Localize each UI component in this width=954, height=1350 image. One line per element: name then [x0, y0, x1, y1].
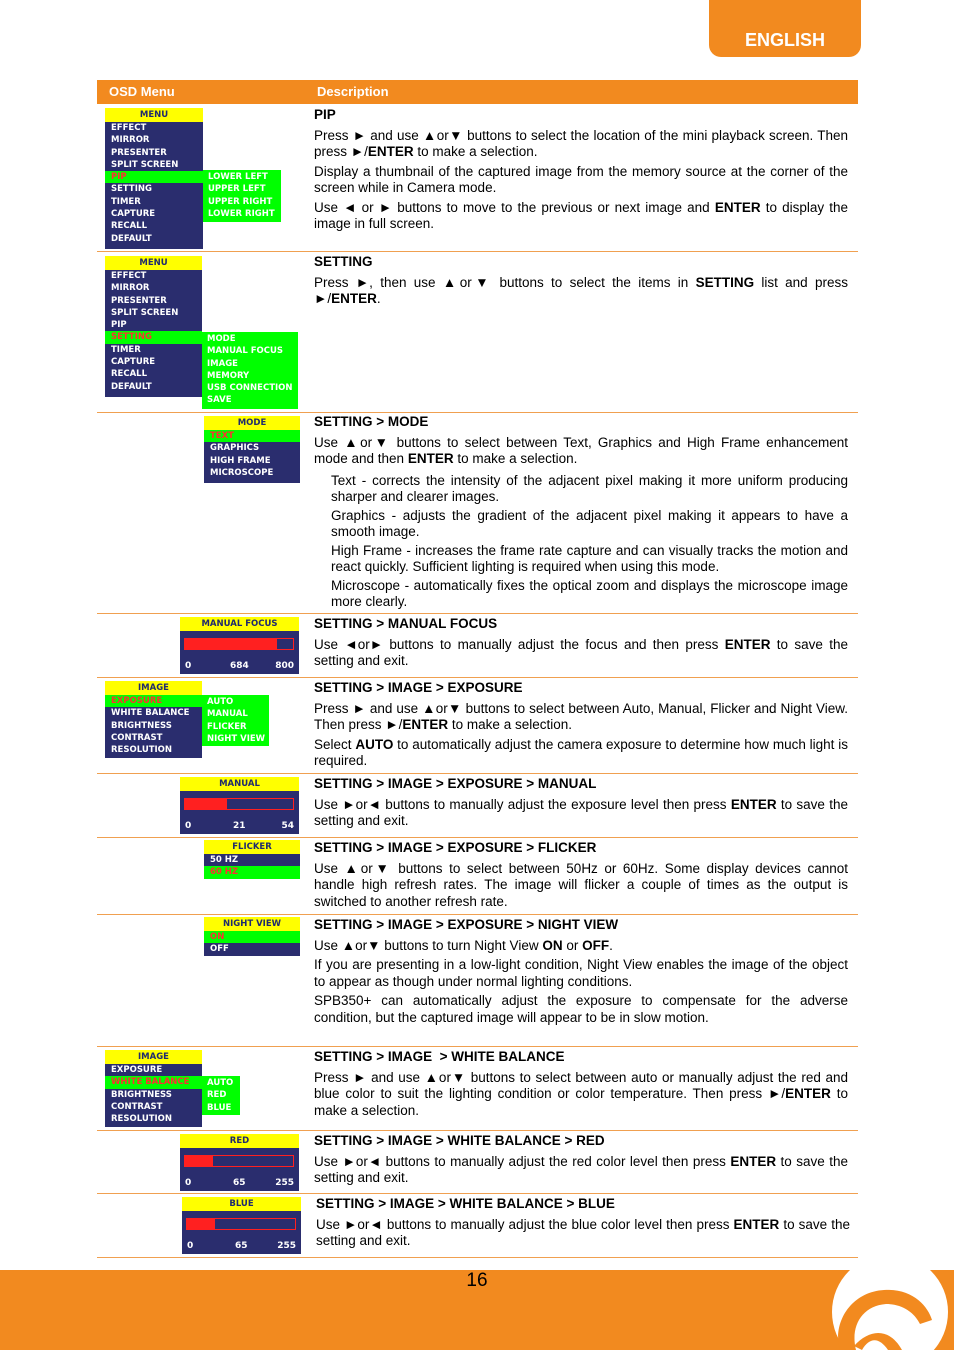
row-exposure-manual — [97, 774, 858, 838]
osd-caption: IMAGE — [105, 1050, 202, 1064]
section-title: SETTING > IMAGE > EXPOSURE > MANUAL — [314, 776, 597, 791]
slider-min: 0 — [185, 1178, 192, 1188]
description-wb-blue — [316, 1196, 850, 1253]
paragraph: If you are presenting in a low-light condition, Night View enables the image of the object to appear as though under normal lighting conditions. — [314, 957, 848, 989]
slider-body — [180, 1148, 299, 1191]
paragraph: Use ◄or► buttons to manually adjust the focus and then press ENTER to save the setting and exit. — [314, 636, 848, 668]
paragraph: Use ◄ or ► buttons to move to the previous or next image and ENTER to display the image in full screen. — [314, 199, 848, 231]
slider-fill — [185, 639, 277, 649]
section-title: SETTING > MODE — [314, 414, 429, 429]
osd-item: PIP — [111, 320, 127, 331]
description-mode — [314, 414, 848, 613]
osd-item: EXPOSURE — [111, 1065, 163, 1075]
paragraph: Display a thumbnail of the captured image from the memory source at the corner of the screen while in Camera mode. — [314, 163, 848, 195]
osd-item: MIRROR — [111, 283, 150, 294]
osd-caption: MENU — [105, 256, 202, 270]
osd-item: SPLIT SCREEN — [111, 307, 179, 318]
osd-item-selected: EXPOSURE — [105, 695, 202, 707]
osd-item: BRIGHTNESS — [111, 720, 172, 731]
page-number: 16 — [466, 1270, 488, 1291]
osd-menu-header: OSD Menu — [109, 84, 175, 99]
section-title: SETTING > MANUAL FOCUS — [314, 616, 498, 631]
slider-value: 65 — [233, 1178, 246, 1188]
slider-caption: MANUAL FOCUS — [180, 617, 299, 631]
description-exposure-manual — [314, 776, 848, 833]
osd-item: BRIGHTNESS — [111, 1089, 172, 1100]
section-title: PIP — [314, 107, 336, 122]
osd-sub-item: SAVE — [207, 395, 232, 406]
slider-track — [184, 1155, 294, 1167]
description-flicker — [314, 840, 848, 913]
slider-fill — [185, 1156, 213, 1166]
osd-item: WHITE BALANCE — [111, 708, 190, 719]
description-exposure — [314, 680, 848, 773]
mode-microscope-description: Microscope - automatically fixes the optical zoom and displays the microscope image more clearly. — [331, 577, 848, 609]
osd-main-menu — [105, 108, 203, 249]
osd-item-selected: 60 HZ — [204, 866, 300, 878]
description-pip — [314, 107, 848, 236]
slider-fill — [187, 1219, 215, 1229]
manual-exposure-slider — [180, 777, 299, 834]
paragraph: SPB350+ can automatically adjust the exposure to compensate for the adverse condition, but the captured image will appear to be in slow motion. — [314, 993, 848, 1025]
osd-item: MICROSCOPE — [210, 467, 274, 478]
osd-item: RESOLUTION — [111, 745, 173, 756]
slider-max: 255 — [275, 1178, 294, 1188]
osd-item: CAPTURE — [111, 209, 156, 220]
osd-item: RECALL — [111, 221, 148, 232]
row-white-balance — [97, 1047, 858, 1131]
osd-sub-item: USB CONNECTION — [207, 383, 293, 394]
osd-sub-item: LOWER RIGHT — [208, 208, 275, 219]
paragraph: Use ►or◄ buttons to manually adjust the red color level then press ENTER to save the setting and exit. — [314, 1153, 848, 1185]
osd-caption: MENU — [105, 108, 203, 122]
row-night-view — [97, 915, 858, 1047]
osd-item: SPLIT SCREEN — [111, 159, 179, 170]
osd-sub-item: UPPER RIGHT — [208, 196, 273, 207]
osd-item: EFFECT — [111, 123, 147, 133]
slider-max: 255 — [277, 1241, 296, 1251]
slider-fill — [185, 799, 227, 809]
osd-caption: NIGHT VIEW — [204, 917, 300, 931]
osd-night-view-menu — [204, 917, 300, 956]
slider-min: 0 — [187, 1241, 194, 1251]
paragraph: Press ► and use ▲or▼ buttons to select between auto or manually adjust the red and blue color to suit the lighting condition or color temperature. Then press ►/ENTER to make a selection. — [314, 1069, 848, 1118]
osd-item: TIMER — [111, 344, 141, 355]
osd-sub-item: LOWER LEFT — [208, 172, 268, 182]
slider-track — [184, 798, 294, 810]
slider-min: 0 — [185, 821, 192, 831]
osd-item: MIRROR — [111, 135, 150, 146]
section-title: SETTING > IMAGE > EXPOSURE > FLICKER — [314, 840, 597, 855]
slider-max: 54 — [281, 821, 294, 831]
osd-item: DEFAULT — [111, 233, 152, 244]
slider-body — [180, 791, 299, 834]
osd-sub-item: RED — [207, 1090, 227, 1101]
slider-body — [182, 1211, 301, 1254]
osd-item-selected: SETTING — [105, 331, 202, 343]
section-title: SETTING > IMAGE > EXPOSURE — [314, 680, 523, 695]
paragraph: Use ▲or▼ buttons to select between Text, Graphics and High Frame enhancement mode and then ENTER to make a selection. — [314, 434, 848, 466]
osd-item-selected: WHITE BALANCE — [105, 1076, 202, 1088]
red-slider — [180, 1134, 299, 1191]
osd-submenu — [203, 170, 281, 222]
slider-min: 0 — [185, 661, 192, 671]
paragraph: Use ►or◄ buttons to manually adjust the blue color level then press ENTER to save the setting and exit. — [316, 1216, 850, 1248]
osd-list — [105, 695, 202, 758]
osd-item-selected: ON — [204, 931, 300, 943]
description-night-view — [314, 917, 848, 1029]
section-title: SETTING > IMAGE > WHITE BALANCE — [314, 1049, 565, 1064]
section-title: SETTING — [314, 254, 373, 269]
slider-value: 21 — [233, 821, 246, 831]
slider-max: 800 — [275, 661, 294, 671]
osd-caption: IMAGE — [105, 681, 202, 695]
osd-list — [204, 854, 300, 879]
description-white-balance — [314, 1049, 848, 1122]
osd-sub-item: IMAGE — [207, 358, 238, 369]
description-manual-focus — [314, 616, 848, 673]
osd-sub-item: BLUE — [207, 1102, 232, 1113]
osd-item: PRESENTER — [111, 295, 167, 306]
paragraph: Press ► and use ▲or▼ buttons to select between Auto, Manual, Flicker and Night View. Then press ►/ENTER to make a selection. — [314, 700, 848, 732]
row-setting — [97, 252, 858, 413]
osd-image-menu — [105, 681, 202, 758]
slider-caption: RED — [180, 1134, 299, 1148]
slider-value: 65 — [235, 1241, 248, 1251]
osd-item: CONTRAST — [111, 1101, 163, 1112]
osd-sub-item: MANUAL FOCUS — [207, 346, 284, 357]
osd-item: GRAPHICS — [210, 443, 260, 454]
osd-item: SETTING — [111, 184, 152, 195]
osd-flicker-menu — [204, 840, 300, 879]
osd-item: HIGH FRAME — [210, 455, 271, 466]
osd-item: RECALL — [111, 369, 148, 380]
osd-sub-item: MANUAL — [207, 709, 248, 720]
osd-submenu — [202, 695, 269, 746]
mode-highframe-description: High Frame - increases the frame rate capture and can visually tracks the motion and react quickly. Sufficient lighting is required when using this mode. — [331, 542, 848, 574]
row-mode — [97, 413, 858, 614]
osd-item: PRESENTER — [111, 147, 167, 158]
slider-caption: BLUE — [182, 1197, 301, 1211]
section-title: SETTING > IMAGE > WHITE BALANCE > BLUE — [316, 1196, 615, 1211]
brand-logo-icon — [810, 1262, 954, 1350]
row-exposure — [97, 678, 858, 774]
osd-sub-item: AUTO — [207, 697, 234, 707]
osd-item: DEFAULT — [111, 381, 152, 392]
osd-caption: FLICKER — [204, 840, 300, 854]
osd-main-menu — [105, 256, 202, 397]
section-title: SETTING > IMAGE > EXPOSURE > NIGHT VIEW — [314, 917, 619, 932]
paragraph: Use ▲or▼ buttons to turn Night View ON or OFF. — [314, 937, 613, 953]
osd-item: CONTRAST — [111, 732, 163, 743]
description-header: Description — [317, 84, 389, 99]
paragraph: Select AUTO to automatically adjust the camera exposure to determine how much light is required. — [314, 736, 848, 768]
section-title: SETTING > IMAGE > WHITE BALANCE > RED — [314, 1133, 605, 1148]
osd-item: RESOLUTION — [111, 1114, 173, 1125]
osd-item-selected: TEXT — [204, 430, 300, 442]
osd-sub-item: MODE — [207, 334, 236, 344]
row-pip — [97, 104, 858, 252]
osd-sub-item: MEMORY — [207, 370, 250, 381]
blue-slider — [182, 1197, 301, 1254]
mode-graphics-description: Graphics - adjusts the gradient of the adjacent pixel making it appears to have a smooth image. — [331, 507, 848, 539]
osd-sub-item: AUTO — [207, 1078, 234, 1088]
row-wb-blue — [97, 1194, 858, 1258]
osd-item: TIMER — [111, 196, 141, 207]
description-wb-red — [314, 1133, 848, 1190]
manual-focus-slider — [180, 617, 299, 674]
slider-value: 684 — [230, 661, 249, 671]
osd-sub-item: NIGHT VIEW — [207, 733, 266, 744]
slider-caption: MANUAL — [180, 777, 299, 791]
paragraph: Use ►or◄ buttons to manually adjust the exposure level then press ENTER to save the setting and exit. — [314, 796, 848, 828]
row-wb-red — [97, 1131, 858, 1194]
osd-submenu — [202, 1076, 240, 1115]
osd-list — [105, 1064, 202, 1127]
osd-sub-item: FLICKER — [207, 721, 247, 732]
osd-list — [204, 430, 300, 483]
osd-mode-menu — [204, 416, 300, 483]
osd-submenu — [202, 332, 298, 409]
mode-text-description: Text - corrects the intensity of the adjacent pixel making it more uniform producing sharper and clearer images. — [331, 472, 848, 504]
osd-list — [105, 122, 203, 249]
slider-track — [184, 638, 294, 650]
osd-sub-item: UPPER LEFT — [208, 184, 266, 195]
osd-image-menu — [105, 1050, 202, 1127]
osd-list — [204, 931, 300, 956]
osd-item: CAPTURE — [111, 357, 156, 368]
osd-list — [105, 270, 202, 397]
language-tab: ENGLISH — [709, 0, 861, 57]
table-header — [97, 80, 858, 104]
osd-item: EFFECT — [111, 271, 147, 281]
osd-item: 50 HZ — [210, 855, 239, 865]
row-flicker — [97, 838, 858, 915]
paragraph: Use ▲or▼ buttons to select between 50Hz or 60Hz. Some display devices cannot handle high refresh rates. The image will flicker a couple of times as the output is switched to another refresh rate. — [314, 860, 848, 909]
description-setting — [314, 254, 848, 311]
slider-body — [180, 631, 299, 674]
paragraph: Press ►, then use ▲or▼ buttons to select the items in SETTING list and press ►/ENTER. — [314, 274, 848, 306]
paragraph: Press ► and use ▲or▼ buttons to select the location of the mini playback screen. Then press ►/ENTER to make a selection. — [314, 127, 848, 159]
osd-caption: MODE — [204, 416, 300, 430]
osd-item-selected: PIP — [105, 171, 203, 183]
slider-track — [186, 1218, 296, 1230]
osd-item: OFF — [210, 944, 229, 955]
row-manual-focus — [97, 614, 858, 678]
